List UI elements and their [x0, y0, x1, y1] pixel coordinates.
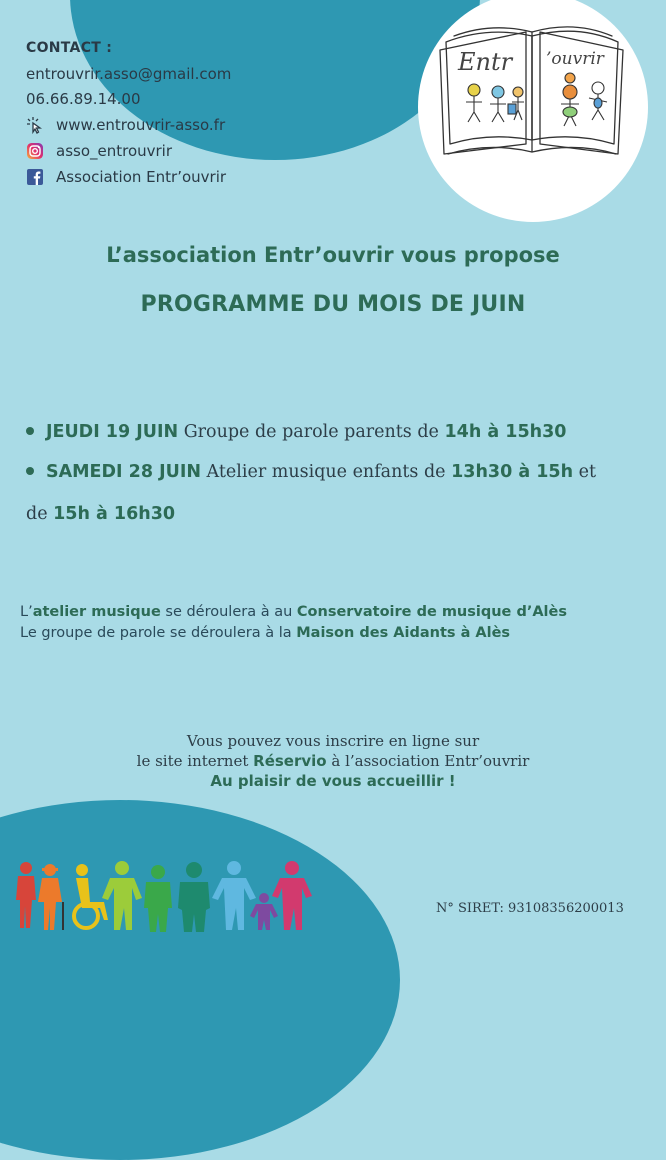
- person-figure: [178, 862, 210, 932]
- cursor-click-icon: [26, 116, 44, 134]
- registration-text: le site internet: [136, 752, 254, 770]
- contact-website-row[interactable]: [26, 116, 225, 134]
- location-activity: atelier musique: [32, 604, 161, 620]
- event-date: JEUDI 19 JUIN: [46, 422, 179, 442]
- registration-line-1: Vous pouvez vous inscrire en ligne sur: [186, 732, 480, 750]
- event-prefix: de: [26, 504, 54, 524]
- intro-heading: L’association Entr’ouvrir vous propose: [106, 243, 560, 267]
- locations-info: [20, 602, 567, 644]
- location-venue: Conservatoire de musique d’Alès: [296, 604, 567, 620]
- registration-line-2: [0, 751, 666, 771]
- logo: [418, 0, 648, 222]
- contact-facebook[interactable]: Association Entr’ouvrir: [56, 167, 227, 186]
- location-venue: Maison des Aidants à Alès: [296, 625, 511, 641]
- contact-heading: CONTACT :: [26, 40, 113, 56]
- contact-email[interactable]: entrouvrir.asso@gmail.com: [26, 65, 232, 83]
- location-text: L’: [20, 604, 33, 620]
- person-figure: [102, 861, 142, 930]
- location-text: se déroulera à au: [160, 604, 297, 620]
- event-date: SAMEDI 28 JUIN: [46, 462, 201, 482]
- siret-number: N° SIRET: 93108356200013: [436, 901, 624, 916]
- open-book-logo-icon: [418, 0, 648, 222]
- reservio-link[interactable]: Réservio: [253, 752, 327, 770]
- facebook-icon: [26, 168, 44, 186]
- registration-info: [0, 731, 666, 791]
- event-description: Atelier musique enfants de: [200, 462, 452, 482]
- location-line-music: [20, 602, 567, 623]
- event-time: 14h à 15h30: [444, 422, 567, 442]
- instagram-icon: [26, 142, 44, 160]
- list-item: [26, 462, 596, 482]
- event-time: 15h à 16h30: [53, 504, 176, 524]
- svg-text:’ouvrir: ’ouvrir: [546, 49, 604, 69]
- decorative-blob-bottom: [0, 800, 400, 1160]
- bullet-icon: [26, 427, 34, 435]
- closing-line: [0, 771, 666, 791]
- person-figure: [38, 864, 64, 930]
- event-description: Groupe de parole parents de: [178, 422, 445, 442]
- person-figure: [272, 861, 312, 930]
- contact-website[interactable]: www.entrouvrir-asso.fr: [56, 115, 226, 134]
- person-figure: [144, 865, 172, 932]
- diverse-people-illustration-icon: [12, 858, 312, 938]
- event-tail: et: [573, 462, 597, 482]
- page-title: PROGRAMME DU MOIS DE JUIN: [140, 292, 526, 317]
- registration-text: à l’association Entr’ouvrir: [326, 752, 530, 770]
- contact-facebook-row[interactable]: [26, 168, 226, 186]
- person-figure: [212, 861, 256, 930]
- person-figure: [16, 862, 36, 928]
- contact-phone[interactable]: 06.66.89.14.00: [26, 90, 141, 108]
- closing-text: Au plaisir de vous accueillir !: [210, 772, 456, 790]
- location-line-parole: [20, 623, 567, 644]
- location-text: Le groupe de parole se déroulera à la: [20, 625, 297, 641]
- svg-text:Entr: Entr: [458, 48, 513, 76]
- contact-instagram[interactable]: asso_entrouvrir: [56, 141, 173, 160]
- list-item: [26, 422, 566, 442]
- event-time: 13h30 à 15h: [451, 462, 574, 482]
- bullet-icon: [26, 467, 34, 475]
- list-item-continuation: [26, 504, 175, 524]
- contact-instagram-row[interactable]: [26, 142, 172, 160]
